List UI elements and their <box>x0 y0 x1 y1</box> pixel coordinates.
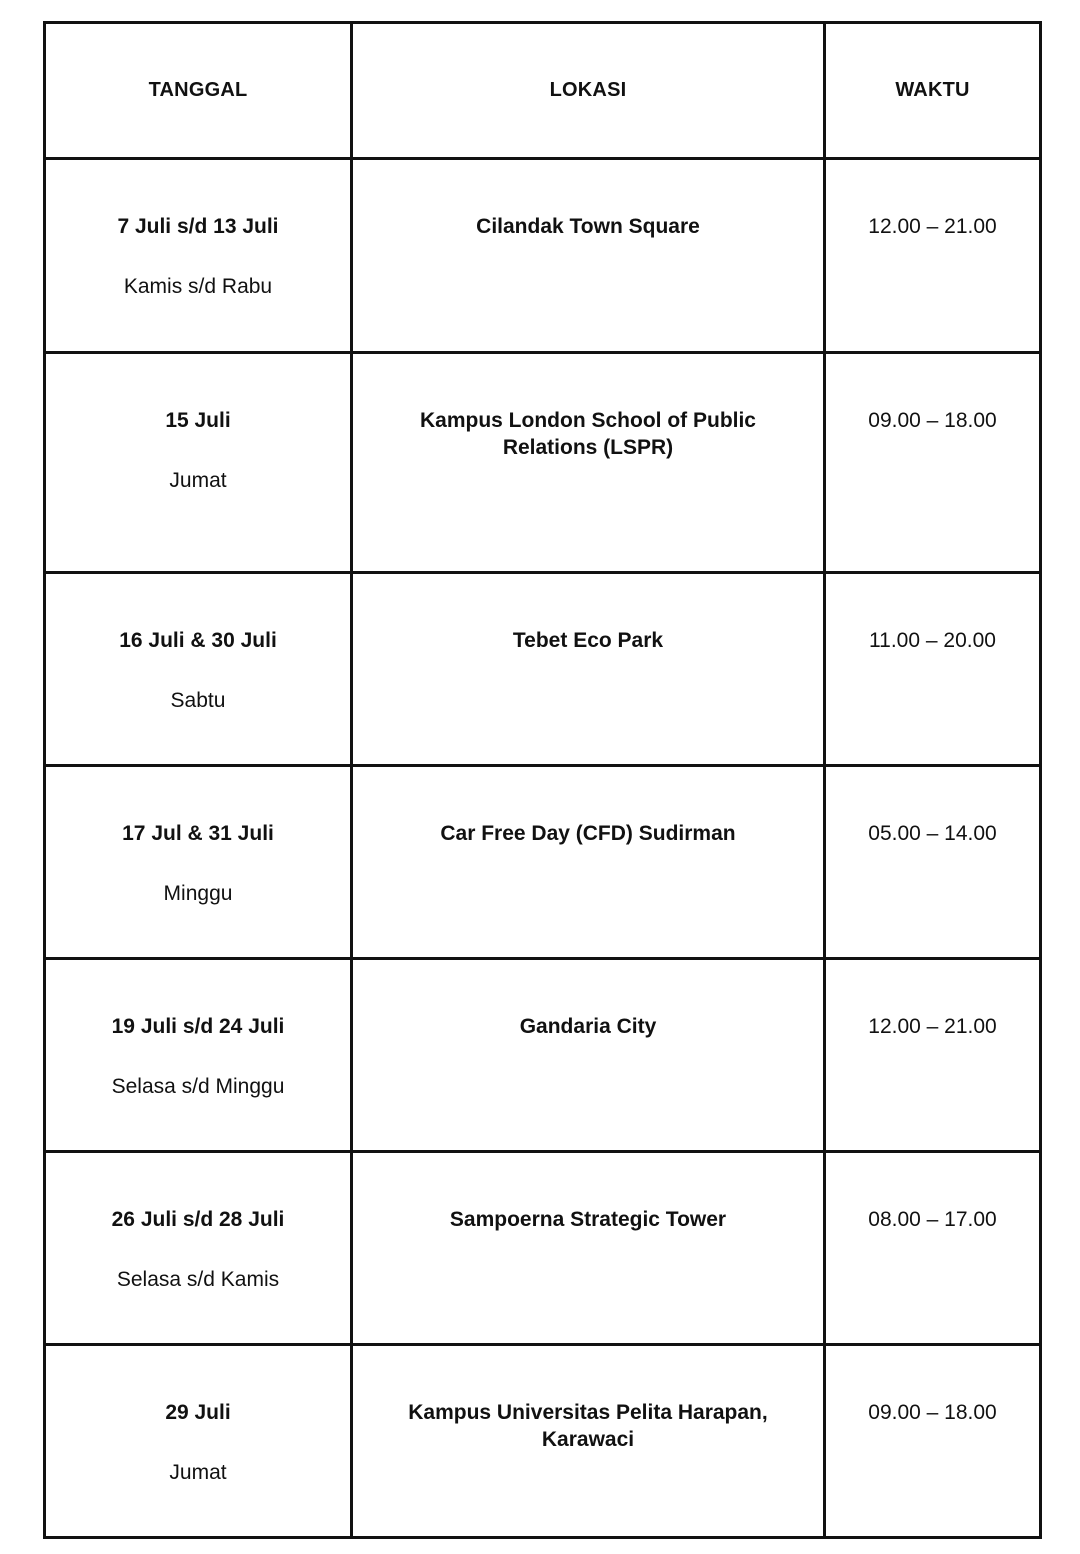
time-text: 05.00 – 14.00 <box>868 822 997 845</box>
date-cell <box>45 1345 352 1538</box>
time-text: 11.00 – 20.00 <box>869 629 996 652</box>
time-cell <box>825 1152 1041 1345</box>
table-row <box>45 959 1041 1152</box>
day-text: Minggu <box>163 882 233 905</box>
table-row <box>45 159 1041 353</box>
date-cell <box>45 766 352 959</box>
location-text: Kampus London School of Public Relations (LSPR) <box>420 409 756 459</box>
time-cell <box>825 959 1041 1152</box>
day-text: Selasa s/d Kamis <box>116 1268 280 1291</box>
location-cell <box>352 766 825 959</box>
header-location: LOKASI <box>352 23 825 159</box>
date-text: 15 Juli <box>165 409 231 432</box>
location-text: Kampus Universitas Pelita Harapan, Karawaci <box>408 1401 768 1451</box>
location-cell <box>352 159 825 353</box>
location-cell <box>352 1152 825 1345</box>
location-text: Sampoerna Strategic Tower <box>449 1208 727 1231</box>
table-row <box>45 1345 1041 1538</box>
time-text: 09.00 – 18.00 <box>868 1401 997 1424</box>
day-text: Sabtu <box>170 689 226 712</box>
location-cell <box>352 353 825 573</box>
day-text: Selasa s/d Minggu <box>111 1075 285 1098</box>
location-cell <box>352 573 825 766</box>
table-row <box>45 1152 1041 1345</box>
date-text: 26 Juli s/d 28 Juli <box>111 1208 285 1231</box>
time-cell <box>825 1345 1041 1538</box>
date-text: 29 Juli <box>165 1401 231 1424</box>
header-date: TANGGAL <box>45 23 352 159</box>
location-text: Cilandak Town Square <box>476 215 700 238</box>
table-row <box>45 353 1041 573</box>
time-text: 12.00 – 21.00 <box>868 215 997 238</box>
time-cell <box>825 573 1041 766</box>
schedule-table <box>43 21 1042 1539</box>
time-cell <box>825 159 1041 353</box>
table-header-row <box>45 23 1041 159</box>
time-text: 08.00 – 17.00 <box>868 1208 997 1231</box>
table-row <box>45 573 1041 766</box>
date-cell <box>45 573 352 766</box>
day-text: Kamis s/d Rabu <box>123 275 273 298</box>
date-cell <box>45 353 352 573</box>
day-text: Jumat <box>169 1461 227 1484</box>
time-text: 12.00 – 21.00 <box>868 1015 997 1038</box>
time-text: 09.00 – 18.00 <box>868 409 997 432</box>
date-cell <box>45 959 352 1152</box>
header-time: WAKTU <box>825 23 1041 159</box>
date-text: 19 Juli s/d 24 Juli <box>111 1015 285 1038</box>
location-text: Tebet Eco Park <box>512 629 664 652</box>
time-cell <box>825 353 1041 573</box>
date-text: 16 Juli & 30 Juli <box>119 629 277 652</box>
date-cell <box>45 159 352 353</box>
time-cell <box>825 766 1041 959</box>
day-text: Jumat <box>169 469 227 492</box>
date-text: 7 Juli s/d 13 Juli <box>117 215 279 238</box>
location-cell <box>352 1345 825 1538</box>
date-cell <box>45 1152 352 1345</box>
location-cell <box>352 959 825 1152</box>
table-row <box>45 766 1041 959</box>
date-text: 17 Jul & 31 Juli <box>122 822 274 845</box>
location-text: Gandaria City <box>519 1015 657 1038</box>
location-text: Car Free Day (CFD) Sudirman <box>440 822 736 845</box>
